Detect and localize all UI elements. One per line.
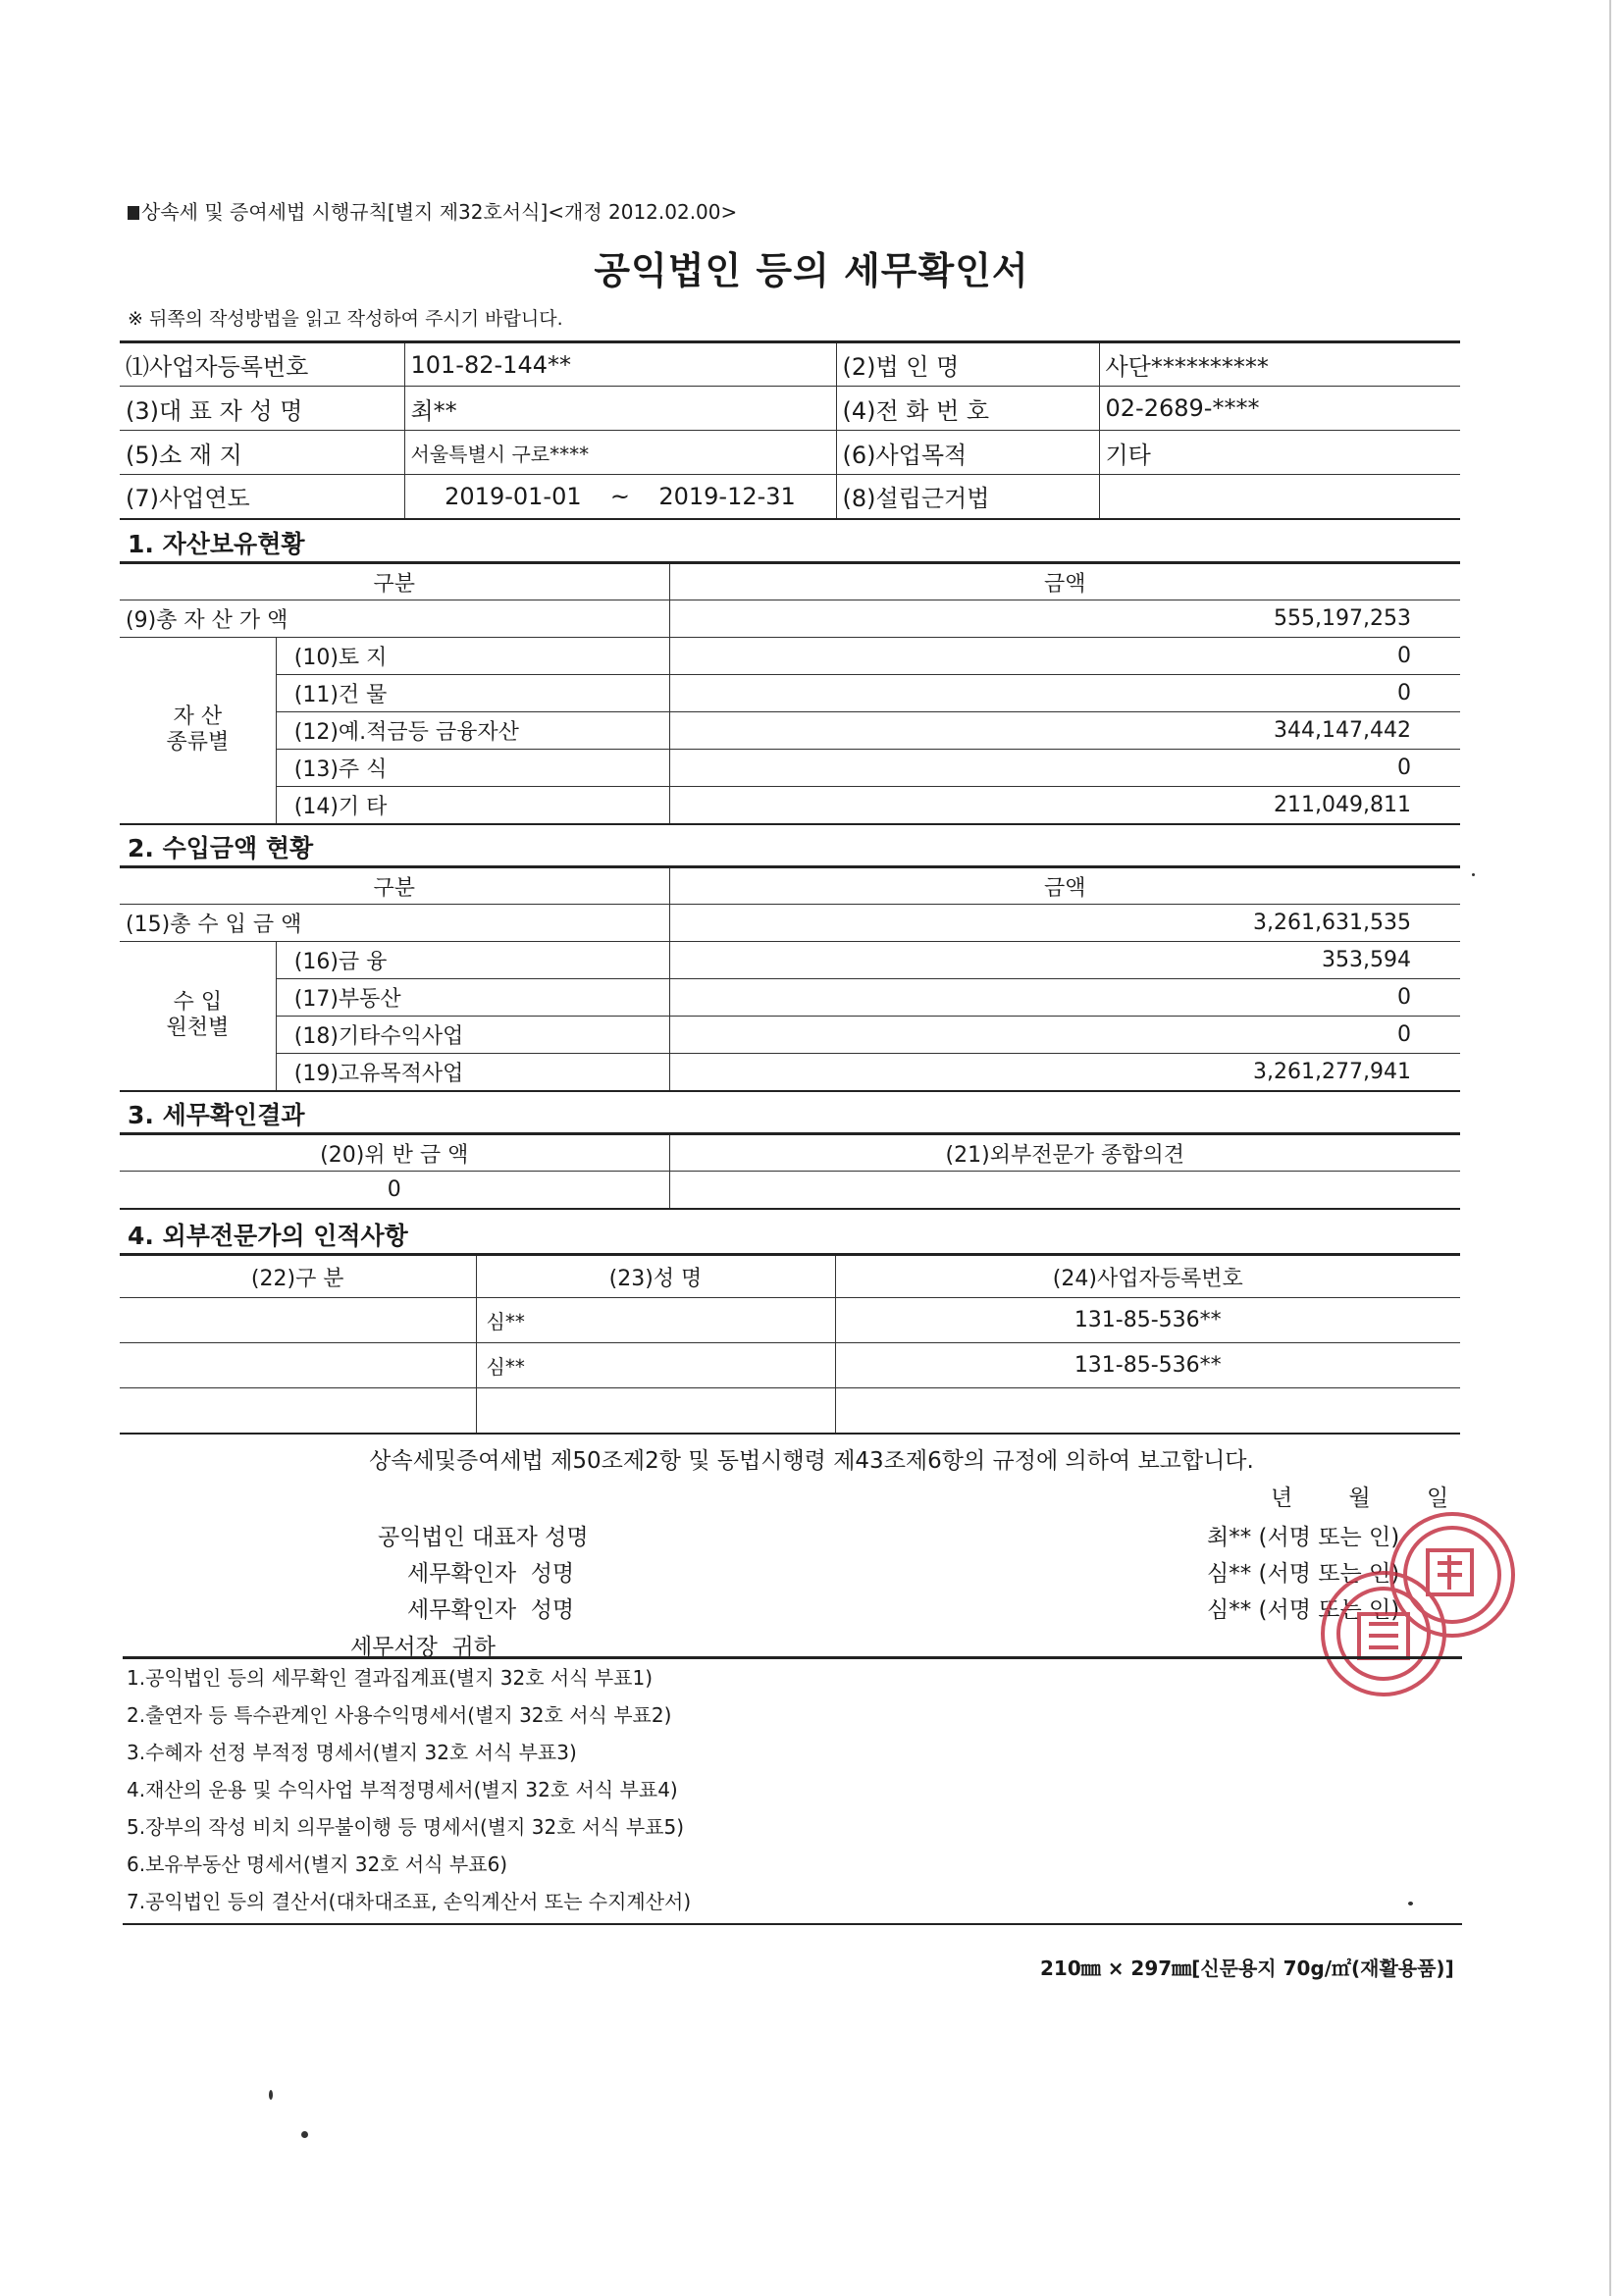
list-item: 3.수혜자 선정 부적정 명세서(별지 32호 서식 부표3) [127,1741,577,1764]
date-line: 년 월 일 [1271,1486,1449,1511]
total-assets-value: 555,197,253 [669,600,1460,638]
col-type-header: (22)구 분 [120,1255,476,1298]
list-item: 6.보유부동산 명세서(별지 32호 서식 부표6) [127,1852,508,1876]
scan-speck [301,2131,308,2138]
group-label-line2: 종류별 [166,730,230,756]
signer-name: 심** [1207,1561,1252,1587]
section3-title: 3. 세무확인결과 [128,1101,305,1129]
year-end: 2019-12-31 [658,482,796,510]
table-row [120,942,1460,979]
list-item: 4.재산의 운용 및 수익사업 부적정명세서(별지 32호 서식 부표4) [127,1778,678,1801]
scan-speck [1472,873,1475,876]
phone-value: 02-2689-**** [1099,387,1460,431]
year-tilde: ~ [609,482,631,510]
table-row [120,712,1460,750]
instruction-note: ※ 뒤쪽의 작성방법을 읽고 작성하여 주시기 바랍니다. [128,308,563,330]
opinion-header: (21)외부전문가 종합의견 [669,1134,1460,1172]
signer-name: 최** [1207,1525,1252,1550]
income-row-label: (16)금 융 [276,942,669,979]
table-header-row [120,867,1460,905]
table-header-row [120,1255,1460,1298]
law-label: (8)설립근거법 [836,475,1099,519]
income-row-value: 0 [669,1017,1460,1054]
table-row [120,475,1460,519]
signature-suffix: (서명 또는 인) [1258,1561,1400,1587]
address-value: 서울특별시 구로**** [404,431,836,475]
col-regno-header: (24)사업자등록번호 [835,1255,1460,1298]
signature-label: 공익법인 대표자 성명 [378,1525,589,1550]
table-row [120,638,1460,675]
asset-row-value: 0 [669,638,1460,675]
expert-type [120,1298,476,1343]
col-category-header: 구분 [120,867,669,905]
table-row [120,387,1460,431]
income-group-label [120,942,276,1091]
table-row [120,1017,1460,1054]
table-row [120,979,1460,1017]
income-row-label: (17)부동산 [276,979,669,1017]
table-row [120,1298,1460,1343]
asset-row-label: (14)기 타 [276,787,669,824]
group-label-line1: 자 산 [173,704,223,729]
report-statement: 상속세및증여세법 제50조제2항 및 동법시행령 제43조제6항의 규정에 의하여 보고합니다. [369,1448,1254,1474]
basic-info-table [120,340,1460,520]
income-row-value: 0 [669,979,1460,1017]
phone-label: (4)전 화 번 호 [836,387,1099,431]
rep-label: (3)대 표 자 성 명 [120,387,404,431]
asset-row-value: 0 [669,675,1460,712]
expert-name: 심** [476,1343,835,1388]
addressee: 세무서장 귀하 [350,1635,496,1660]
table-row [120,750,1460,787]
table-row [120,600,1460,638]
document-title: 공익법인 등의 세무확인서 [594,249,1029,292]
paper-spec: 210㎜ × 297㎜[신문용지 70g/㎡(재활용품)] [1040,1957,1454,1980]
list-item: 5.장부의 작성 비치 의무불이행 등 명세서(별지 32호 서식 부표5) [127,1815,685,1839]
income-row-value: 353,594 [669,942,1460,979]
bottom-divider [123,1923,1462,1925]
corp-name-value: 사단********** [1099,342,1460,387]
asset-row-label: (13)주 식 [276,750,669,787]
table-row [120,675,1460,712]
table-row [120,787,1460,824]
income-row-label: (18)기타수익사업 [276,1017,669,1054]
table-row [120,1388,1460,1434]
scan-edge [1609,0,1611,2296]
signature-suffix: (서명 또는 인) [1258,1597,1400,1623]
table-header-row [120,563,1460,600]
asset-row-label: (12)예.적금등 금융자산 [276,712,669,750]
total-assets-label: (9)총 자 산 가 액 [120,600,669,638]
law-value [1099,475,1460,519]
asset-row-value: 211,049,811 [669,787,1460,824]
col-name-header: (23)성 명 [476,1255,835,1298]
table-row [120,1172,1460,1209]
purpose-value: 기타 [1099,431,1460,475]
year-value [404,475,836,519]
signature-label: 세무확인자 성명 [407,1561,575,1587]
reg-no-label: ⑴사업자등록번호 [120,342,404,387]
list-item: 2.출연자 등 특수관계인 사용수익명세서(별지 32호 서식 부표2) [127,1703,672,1727]
rep-value: 최** [404,387,836,431]
year-start: 2019-01-01 [445,482,582,510]
asset-row-value: 344,147,442 [669,712,1460,750]
expert-regno [835,1388,1460,1434]
opinion-value [669,1172,1460,1209]
total-income-label: (15)총 수 입 금 액 [120,905,669,942]
income-row-value: 3,261,277,941 [669,1054,1460,1091]
list-item: 1.공익법인 등의 세무확인 결과집계표(별지 32호 서식 부표1) [127,1666,654,1690]
scan-speck [1408,1902,1413,1905]
square-bullet-icon [128,206,139,220]
asset-row-label: (10)토 지 [276,638,669,675]
year-label: (7)사업연도 [120,475,404,519]
col-amount-header: 금액 [669,867,1460,905]
expert-regno: 131-85-536** [835,1343,1460,1388]
asset-group-label [120,638,276,824]
tax-check-table [120,1132,1460,1210]
violation-header: (20)위 반 금 액 [120,1134,669,1172]
table-row [120,1343,1460,1388]
asset-row-label: (11)건 물 [276,675,669,712]
address-label: (5)소 재 지 [120,431,404,475]
corp-name-label: (2)법 인 명 [836,342,1099,387]
group-label-line2: 원천별 [166,1016,230,1041]
table-row [120,431,1460,475]
section4-title: 4. 외부전문가의 인적사항 [128,1222,408,1250]
table-row [120,342,1460,387]
attachment-list [123,1656,1462,1920]
signature-suffix: (서명 또는 인) [1258,1525,1400,1550]
expert-name: 심** [476,1298,835,1343]
section2-title: 2. 수입금액 현황 [128,834,314,862]
list-item: 7.공익법인 등의 결산서(대차대조표, 손익계산서 또는 수지계산서) [127,1890,692,1913]
signature-label: 세무확인자 성명 [407,1597,575,1623]
expert-table [120,1253,1460,1435]
scan-speck [269,2090,273,2100]
reg-no-value: 101-82-144** [404,342,836,387]
expert-type [120,1388,476,1434]
violation-value: 0 [120,1172,669,1209]
section1-title: 1. 자산보유현황 [128,530,305,558]
table-header-row [120,1134,1460,1172]
asset-table [120,561,1460,825]
expert-type [120,1343,476,1388]
income-row-label: (19)고유목적사업 [276,1054,669,1091]
asset-row-value: 0 [669,750,1460,787]
col-amount-header: 금액 [669,563,1460,600]
group-label-line1: 수 입 [173,989,223,1015]
income-table [120,865,1460,1092]
expert-regno: 131-85-536** [835,1298,1460,1343]
table-row [120,1054,1460,1091]
purpose-label: (6)사업목적 [836,431,1099,475]
total-income-value: 3,261,631,535 [669,905,1460,942]
expert-name [476,1388,835,1434]
table-row [120,905,1460,942]
form-reference: 상속세 및 증여세법 시행규칙[별지 제32호서식]<개정 2012.02.00> [128,196,737,225]
signer-name: 심** [1207,1597,1252,1623]
col-category-header: 구분 [120,563,669,600]
